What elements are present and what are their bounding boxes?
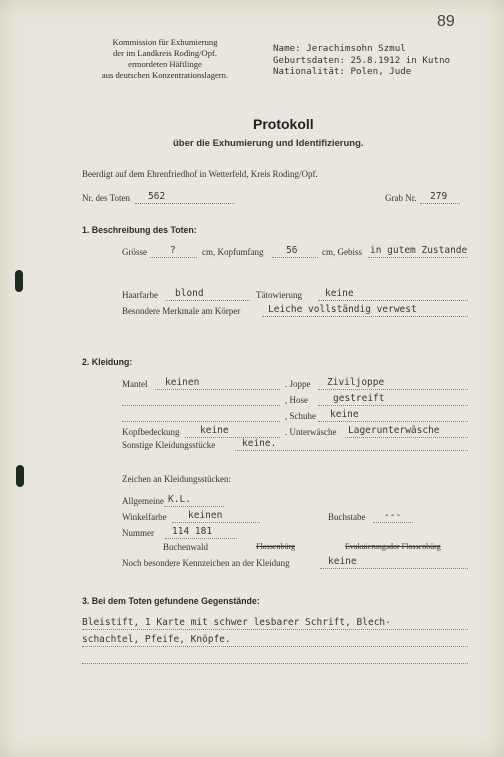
nummer-label: Nummer — [122, 528, 154, 538]
dotted-line — [82, 629, 468, 630]
hose-label: , Hose — [285, 395, 308, 405]
sonstige-value: keine. — [242, 438, 277, 449]
dotted-line — [318, 405, 468, 406]
gebiss-label: cm, Gebiss — [322, 247, 362, 257]
dotted-line — [318, 389, 468, 390]
dotted-line — [82, 646, 468, 647]
gebiss-value: in gutem Zustande — [370, 245, 468, 256]
schuhe-value: keine — [330, 409, 359, 420]
kopfumfang-label: cm, Kopfumfang — [202, 247, 264, 257]
commission-header — [90, 37, 240, 81]
hose-value: gestreift — [333, 393, 385, 404]
dotted-line — [345, 437, 468, 438]
page-subtitle: über die Exhumierung und Identifizierung. — [173, 138, 364, 149]
buchenwald-label: Buchenwald — [163, 542, 208, 552]
kopfbedeckung-label: Kopfbedeckung — [122, 427, 180, 437]
taetowierung-value: keine — [325, 288, 354, 299]
gegenstaende-line-2: schachtel, Pfeife, Knöpfe. — [82, 634, 231, 645]
person-birth: Geburtsdaten: 25.8.1912 in Kutno — [273, 54, 451, 66]
header-left-line: Kommission für Exhumierung — [112, 37, 218, 47]
person-info — [273, 43, 450, 78]
grab-label: Grab Nr. — [385, 193, 417, 203]
dotted-line — [318, 300, 468, 301]
unterwaesche-label: . Unterwäsche — [285, 427, 337, 437]
dotted-line — [165, 538, 237, 539]
dotted-line — [122, 405, 280, 406]
person-nationality: Nationalität: Polen, Jude — [273, 66, 412, 77]
header-left-line: ermordeten Häftlinge — [128, 59, 202, 69]
dotted-line — [272, 257, 318, 258]
dotted-line — [82, 663, 468, 664]
section-1-heading: 1. Beschreibung des Toten: — [82, 225, 197, 235]
nr-label: Nr. des Toten — [82, 193, 130, 203]
page-number: 89 — [437, 13, 455, 30]
buchstabe-label: Buchstabe — [328, 512, 366, 522]
dotted-line — [165, 300, 250, 301]
groesse-label: Grösse — [122, 247, 147, 257]
groesse-value: ? — [170, 245, 176, 256]
winkelfarbe-value: keinen — [188, 510, 223, 521]
merkmale-label: Besondere Merkmale am Körper — [122, 306, 241, 316]
dotted-line — [368, 257, 468, 258]
dotted-line — [135, 203, 235, 204]
section-2-heading: 2. Kleidung: — [82, 357, 133, 367]
dotted-line — [235, 450, 468, 451]
allgemeine-value: K.L. — [168, 494, 191, 505]
nummer-value: 114 181 — [172, 526, 213, 537]
grab-value: 279 — [430, 191, 448, 202]
sonstige-label: Sonstige Kleidungsstücke — [122, 440, 216, 450]
punch-hole-bottom — [16, 465, 24, 487]
unterwaesche-value: Lagerunterwäsche — [348, 425, 440, 436]
haarfarbe-value: blond — [175, 288, 204, 299]
dotted-line — [318, 421, 468, 422]
dotted-line — [122, 421, 280, 422]
kennzeichen-label: Noch besondere Kennzeichen an der Kleidung — [122, 558, 290, 568]
header-left-line: der im Landkreis Roding/Opf. — [112, 48, 218, 58]
struck-option-2: Evakuierungsdor Flossenbürg — [345, 542, 441, 551]
dotted-line — [150, 257, 197, 258]
taetowierung-label: Tätowierung — [256, 290, 302, 300]
joppe-value: Ziviljoppe — [327, 377, 385, 388]
winkelfarbe-label: Winkelfarbe — [122, 512, 167, 522]
dotted-line — [164, 506, 224, 507]
struck-option-1: Flossenbürg — [256, 542, 295, 551]
zeichen-label: Zeichen an Kleidungsstücken: — [122, 474, 231, 484]
nr-value: 562 — [148, 191, 166, 202]
allgemeine-label: Allgemeine — [122, 496, 164, 506]
merkmale-value: Leiche vollständig verwest — [268, 304, 417, 315]
kopfbedeckung-value: keine — [200, 425, 229, 436]
mantel-value: keinen — [165, 377, 200, 388]
joppe-label: . Joppe — [285, 379, 311, 389]
burial-text: Beerdigt auf dem Ehrenfriedhof in Wetterfeld, Kreis Roding/Opf. — [82, 169, 318, 179]
dotted-line — [320, 568, 468, 569]
dotted-line — [172, 522, 260, 523]
buchstabe-value: --- — [384, 510, 402, 521]
gegenstaende-line-1: Bleistift, 1 Karte mit schwer lesbarer Schrift, Blech- — [82, 617, 391, 628]
haarfarbe-label: Haarfarbe — [122, 290, 158, 300]
kennzeichen-value: keine — [328, 556, 357, 567]
punch-hole-top — [15, 270, 23, 292]
dotted-line — [373, 522, 413, 523]
page-title: Protokoll — [253, 116, 314, 132]
dotted-line — [155, 389, 280, 390]
kopfumfang-value: 56 — [286, 245, 298, 256]
header-left-line: aus deutschen Konzentrationslagern. — [101, 70, 229, 80]
dotted-line — [420, 203, 460, 204]
section-3-heading: 3. Bei dem Toten gefundene Gegenstände: — [82, 596, 260, 606]
person-name: Name: Jerachimsohn Szmul — [273, 43, 406, 54]
mantel-label: Mantel — [122, 379, 148, 389]
schuhe-label: , Schuhe — [285, 411, 316, 421]
dotted-line — [262, 316, 468, 317]
